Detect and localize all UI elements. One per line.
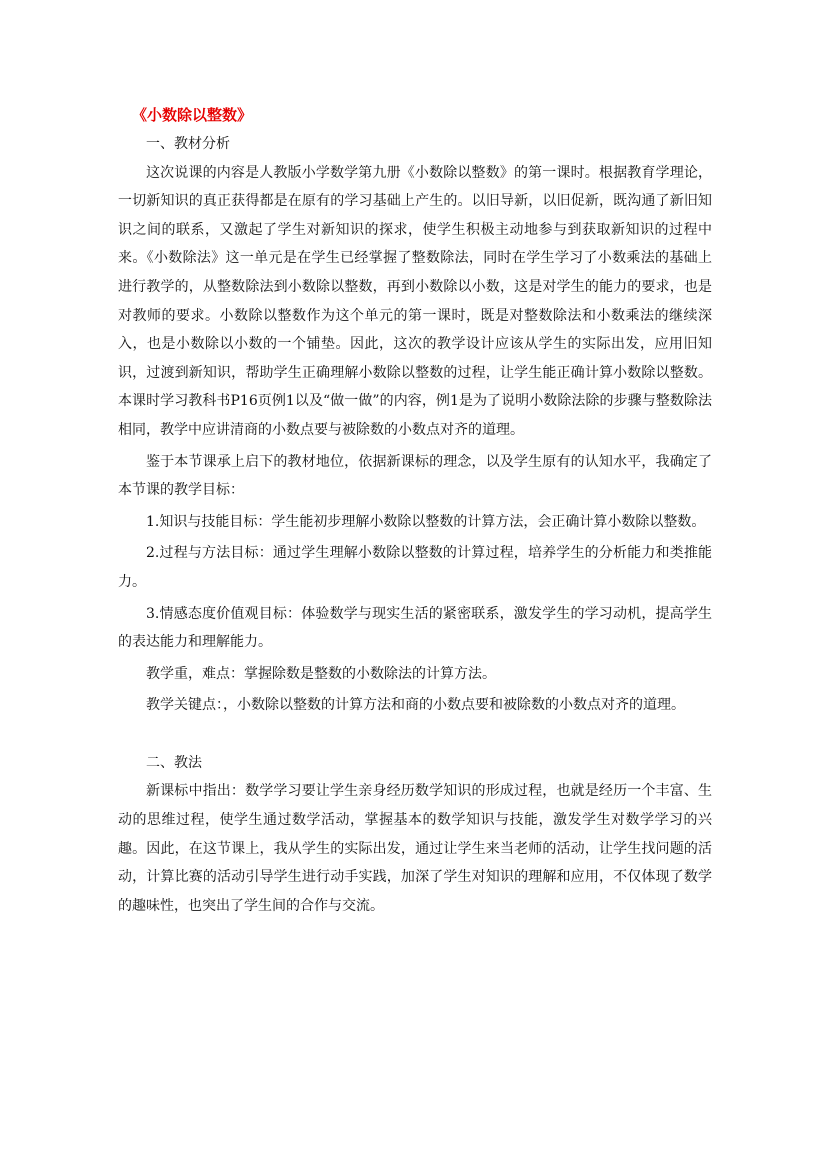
goal-knowledge-skills: 1.知识与技能目标：学生能初步理解小数除以整数的计算方法，会正确计算小数除以整数。 <box>146 513 706 530</box>
paragraph-teaching-methods: 新课标中指出：数学学习要让学生亲身经历数学知识的形成过程，也就是经历一个丰富、生动的思维过程，使学生通过数学活动，掌握基本的数学知识与技能，激发学生对数学学习的兴趣。因此，在这节课上，我从学生的实际出发，通过让学生来当老师的活动，让学生找问题的活动，计算比赛的活动引导学生进行动手实践，加深了学生对知识的理解和应用，不仅体现了数学的趣味性，也突出了学生间的合作与交流。 <box>118 783 712 914</box>
teaching-key-points: 教学重，难点：掌握除数是整数的小数除法的计算方法。 <box>146 665 496 682</box>
goal-emotion-attitude: 3.情感态度价值观目标：体验数学与现实生活的紧密联系，激发学生的学习动机，提高学生的表达能力和理解能力。 <box>118 605 712 651</box>
section-heading-methods: 二、教法 <box>146 754 202 771</box>
document-body <box>118 102 712 920</box>
goal-process-methods: 2.过程与方法目标：通过学生理解小数除以整数的计算过程，培养学生的分析能力和类推能力。 <box>118 545 712 590</box>
section-heading-materials: 一、教材分析 <box>146 136 230 152</box>
teaching-critical-point: 教学关键点：，小数除以整数的计算方法和商的小数点要和被除数的小数点对齐的道理。 <box>146 697 685 714</box>
paragraph-materials-analysis: 这次说课的内容是人教版小学数学第九册《小数除以整数》的第一课时。根据教育学理论，一切新知识的真正获得都是在原有的学习基础上产生的。以旧导新，以旧促新，既沟通了新旧知识之间的联系，又激起了学生对新知识的探求，使学生积极主动地参与到获取新知识的过程中来。《小数除法》这一单元是在学生已经掌握了整数除法，同时在学生学习了小数乘法的基础上进行教学的，从整数除法到小数除以整数，再到小数除以小数，这是对学生的能力的要求，也是对教师的要求。小数除以整数作为这个单元的第一课时，既是对整数除法和小数乘法的继续深入，也是小数除以小数的一个铺垫。因此，这次的教学设计应该从学生的实际出发，应用旧知识，过渡到新知识，帮助学生正确理解小数除以整数的过程，让学生能正确计算小数除以整数。本课时学习教科书P16页例1以及“做一做”的内容，例1是为了说明小数除法除的步骤与整数除法相同，教学中应讲清商的小数点要与被除数的小数点对齐的道理。 <box>118 164 712 438</box>
document-title: 《小数除以整数》 <box>132 106 253 124</box>
paragraph-teaching-goals-intro: 鉴于本节课承上启下的教材地位，依据新课标的理念，以及学生原有的认知水平，我确定了本节课的教学目标： <box>118 453 712 499</box>
